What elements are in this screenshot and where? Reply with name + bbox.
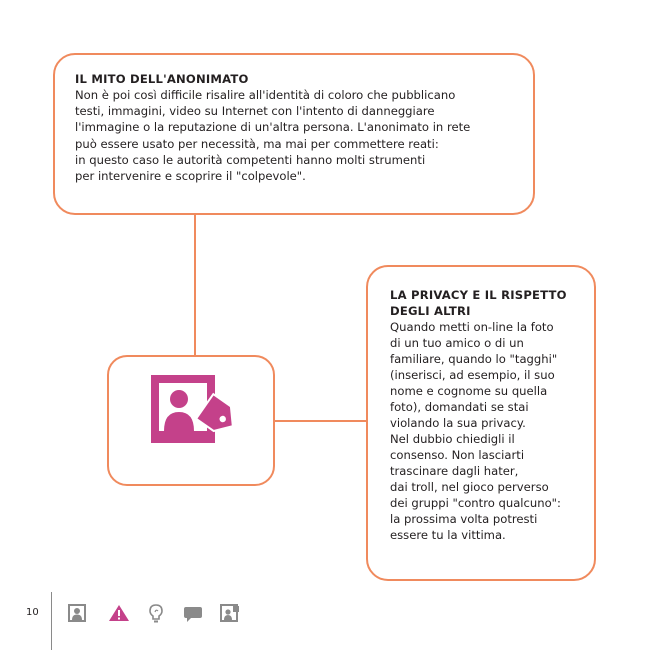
privacy-line: dai troll, nel gioco perverso: [390, 480, 549, 494]
privacy-callout: [366, 265, 596, 581]
connector-line-horizontal: [275, 420, 366, 422]
anonymity-line: per intervenire e scoprire il "colpevole".: [75, 169, 306, 184]
anonymity-callout: [53, 53, 535, 215]
anonymity-line: può essere usato per necessità, ma mai per commettere reati:: [75, 136, 439, 151]
photo-edit-icon[interactable]: [220, 604, 240, 622]
connector-line-vertical: [194, 215, 196, 355]
privacy-line: violando la sua privacy.: [390, 416, 526, 430]
privacy-line: trascinare dagli hater,: [390, 464, 519, 478]
footer-divider: [51, 592, 52, 650]
privacy-line: Quando metti on-line la foto: [390, 320, 554, 334]
privacy-line: (inserisci, ad esempio, il suo: [390, 368, 555, 382]
lightbulb-icon[interactable]: [148, 604, 164, 624]
anonymity-title: IL MITO DELL'ANONIMATO: [75, 72, 249, 86]
illustration-box: [107, 355, 275, 486]
privacy-line: la prossima volta potresti: [390, 512, 538, 526]
anonymity-line: Non è poi così difficile risalire all'identità di coloro che pubblicano: [75, 88, 456, 102]
page-number: 10: [26, 607, 39, 618]
privacy-line: nome e cognome su quella: [390, 384, 548, 398]
privacy-line: dei gruppi "contro qualcuno":: [390, 496, 561, 510]
warning-icon[interactable]: [108, 604, 130, 622]
user-icon[interactable]: [68, 604, 86, 622]
anonymity-line: testi, immagini, video su Internet con l'intento di danneggiare: [75, 104, 435, 119]
privacy-line: familiare, quando lo "tagghi": [390, 352, 558, 366]
privacy-line: consenso. Non lasciarti: [390, 448, 525, 462]
privacy-line: foto), domandati se stai: [390, 400, 529, 414]
chat-icon[interactable]: [183, 606, 203, 622]
privacy-line: essere tu la vittima.: [390, 528, 506, 542]
privacy-line: Nel dubbio chiedigli il: [390, 432, 515, 446]
privacy-title: DEGLI ALTRI: [390, 304, 471, 318]
anonymity-line: in questo caso le autorità competenti hanno molti strumenti: [75, 152, 426, 167]
privacy-title: LA PRIVACY E IL RISPETTO: [390, 288, 567, 302]
privacy-line: di un tuo amico o di un: [390, 336, 524, 350]
anonymity-line: l'immagine o la reputazione di un'altra persona. L'anonimato in rete: [75, 120, 471, 135]
tagged-photo-icon: [107, 355, 275, 486]
